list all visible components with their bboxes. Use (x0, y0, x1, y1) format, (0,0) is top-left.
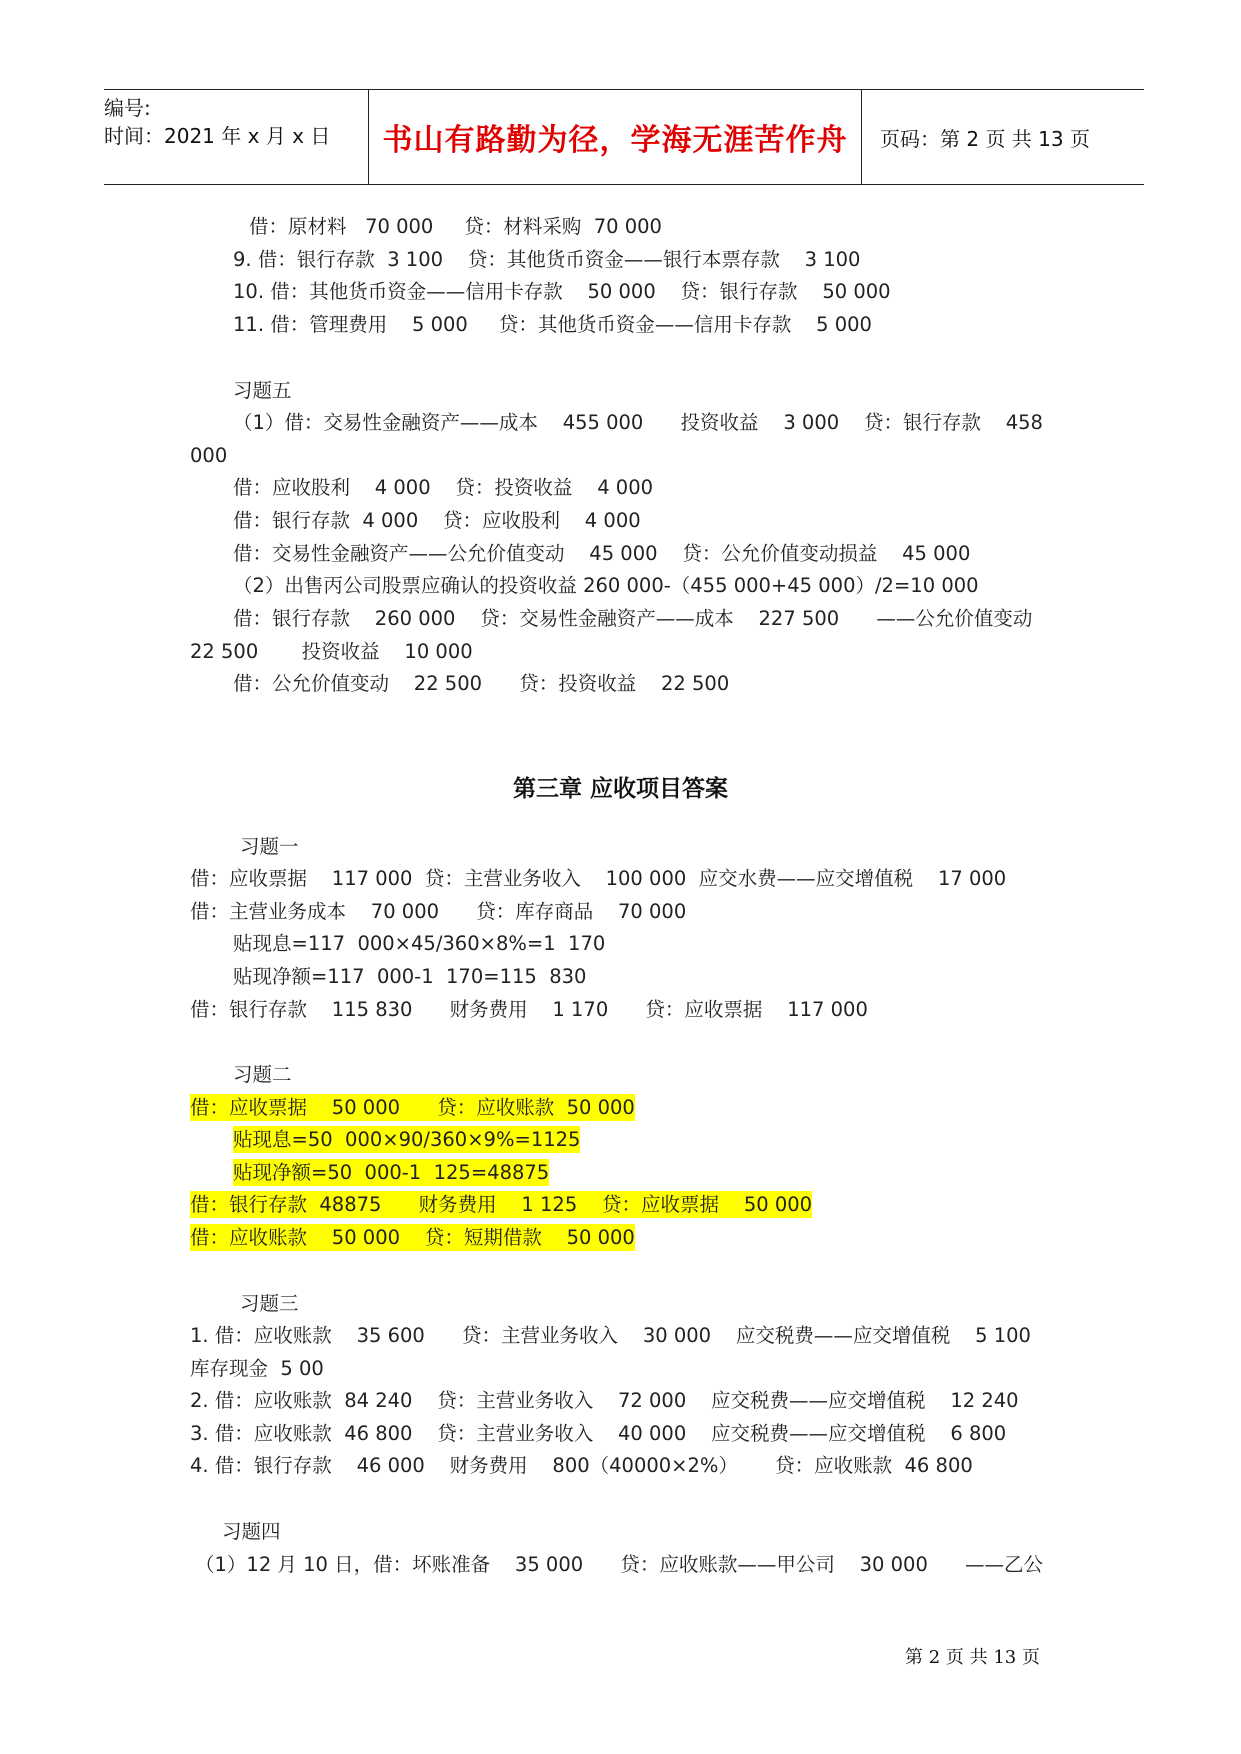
entry-line: （1）借：交易性金融资产——成本 455 000 投资收益 3 000 贷：银行存款 458 (233, 411, 1043, 434)
highlighted-line: 借：银行存款 48875 财务费用 1 125 贷：应收票据 50 000 (190, 1193, 813, 1216)
time-label: 时间：2021 年 x 月 x 日 (104, 124, 331, 148)
entry-line: 借：应收股利 4 000 贷：投资收益 4 000 (233, 476, 654, 499)
page-code: 页码：第 2 页 共 13 页 (880, 126, 1090, 151)
entry-line: 借：银行存款 260 000 贷：交易性金融资产——成本 227 500 ——公允价值变动 (233, 607, 1033, 630)
header-page-cell (862, 90, 1144, 184)
entry-line: 000 (190, 444, 228, 467)
entry-line: 借：公允价值变动 22 500 贷：投资收益 22 500 (233, 672, 730, 695)
exercise-heading: 习题三 (240, 1292, 299, 1315)
exercise-heading: 习题四 (222, 1520, 281, 1543)
exercise-heading: 习题一 (240, 835, 299, 858)
entry-line: 库存现金 5 00 (190, 1357, 324, 1380)
entry-line: （1）12 月 10 日，借：坏账准备 35 000 贷：应收账款——甲公司 30 000 ——乙公 (195, 1553, 1044, 1576)
entry-line: 借：银行存款 4 000 贷：应收股利 4 000 (233, 509, 641, 532)
highlighted-line: 贴现净额=50 000-1 125=48875 (233, 1161, 550, 1184)
motto: 书山有路勤为径，学海无涯苦作舟 (382, 123, 848, 158)
highlighted-line: 贴现息=50 000×90/360×9%=1125 (233, 1128, 581, 1151)
header-motto-cell (369, 90, 862, 184)
header-left-cell (104, 90, 369, 184)
entry-line: 22 500 投资收益 10 000 (190, 640, 473, 663)
highlighted-line: 借：应收账款 50 000 贷：短期借款 50 000 (190, 1226, 635, 1249)
entry-line: 借：主营业务成本 70 000 贷：库存商品 70 000 (190, 900, 687, 923)
entry-line: 1. 借：应收账款 35 600 贷：主营业务收入 30 000 应交税费——应交增值税 5 100 (190, 1324, 1031, 1347)
entry-line: 11. 借：管理费用 5 000 贷：其他货币资金——信用卡存款 5 000 (233, 313, 872, 336)
exercise-heading: 习题五 (233, 379, 292, 402)
entry-line: （2）出售丙公司股票应确认的投资收益 260 000-（455 000+45 000）/2=10 000 (233, 574, 979, 597)
entry-line: 9. 借：银行存款 3 100 贷：其他货币资金——银行本票存款 3 100 (233, 248, 861, 271)
entry-line: 贴现净额=117 000-1 170=115 830 (233, 965, 587, 988)
exercise-heading: 习题二 (233, 1063, 292, 1086)
entry-line: 4. 借：银行存款 46 000 财务费用 800（40000×2%） 贷：应收账款 46 800 (190, 1454, 973, 1477)
entry-line: 借：银行存款 115 830 财务费用 1 170 贷：应收票据 117 000 (190, 998, 868, 1021)
entry-line: 借：原材料 70 000 贷：材料采购 70 000 (249, 215, 662, 238)
page-header (104, 89, 1144, 185)
number-label: 编号: (104, 96, 151, 120)
entry-line: 借：应收票据 117 000 贷：主营业务收入 100 000 应交水费——应交增值税 17 000 (190, 867, 1007, 890)
page-footer: 第 2 页 共 13 页 (905, 1647, 1040, 1668)
entry-line: 10. 借：其他货币资金——信用卡存款 50 000 贷：银行存款 50 000 (233, 280, 891, 303)
entry-line: 借：交易性金融资产——公允价值变动 45 000 贷：公允价值变动损益 45 000 (233, 542, 971, 565)
entry-line: 贴现息=117 000×45/360×8%=1 170 (233, 932, 606, 955)
highlighted-line: 借：应收票据 50 000 贷：应收账款 50 000 (190, 1096, 635, 1119)
entry-line: 3. 借：应收账款 46 800 贷：主营业务收入 40 000 应交税费——应交增值税 6 800 (190, 1422, 1007, 1445)
entry-line: 2. 借：应收账款 84 240 贷：主营业务收入 72 000 应交税费——应交增值税 12 240 (190, 1389, 1019, 1412)
chapter-title: 第三章 应收项目答案 (512, 775, 728, 802)
